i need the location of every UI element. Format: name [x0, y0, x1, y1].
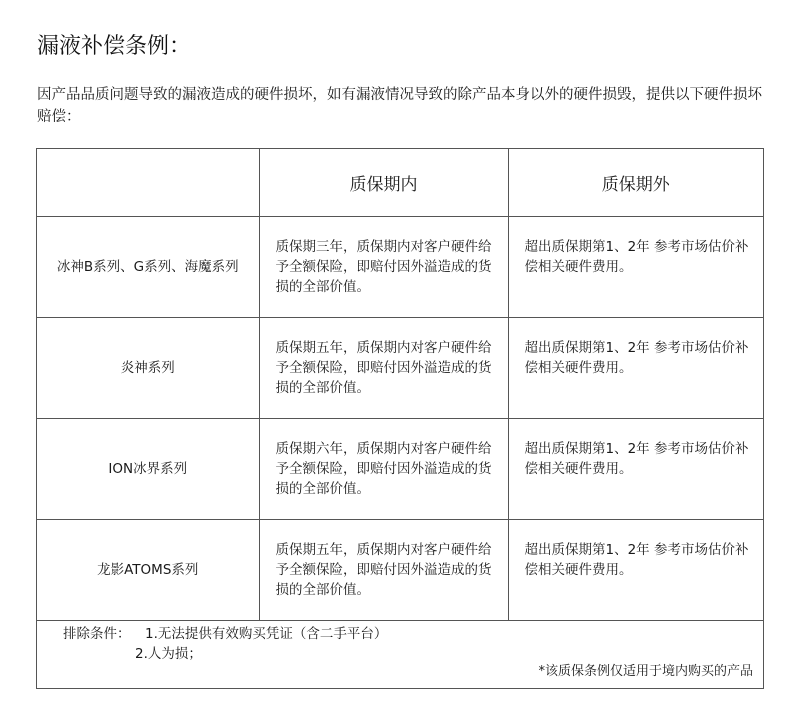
page-title: 漏液补偿条例：: [37, 34, 192, 59]
out-warranty-text: 超出质保期第1、2年 参考市场估价补偿相关硬件费用。: [524, 239, 749, 275]
in-warranty-text: 质保期五年，质保期内对客户硬件给予全额保险，即赔付因外溢造成的货损的全部价值。: [275, 340, 492, 396]
table-row: [37, 419, 763, 520]
table-row: [37, 318, 763, 419]
warranty-table-frame: [36, 148, 764, 689]
header-series: [37, 149, 259, 217]
out-warranty-text: 超出质保期第1、2年 参考市场估价补偿相关硬件费用。: [524, 542, 749, 578]
out-warranty-cell: [508, 217, 763, 318]
table-row: [37, 217, 763, 318]
warranty-table: [37, 149, 763, 621]
header-in-warranty: 质保期内: [259, 149, 508, 217]
out-warranty-text: 超出质保期第1、2年 参考市场估价补偿相关硬件费用。: [524, 340, 749, 376]
series-name: ION冰界系列: [37, 419, 259, 520]
in-warranty-cell: [259, 318, 508, 419]
out-warranty-cell: [508, 318, 763, 419]
exclusion-item: 2.人为损；: [135, 646, 202, 662]
in-warranty-text: 质保期五年，质保期内对客户硬件给予全额保险，即赔付因外溢造成的货损的全部价值。: [275, 542, 492, 598]
in-warranty-text: 质保期三年，质保期内对客户硬件给予全额保险，即赔付因外溢造成的货损的全部价值。: [275, 239, 492, 295]
exclusion-item: 1.无法提供有效购买凭证（含二手平台）: [145, 626, 388, 642]
out-warranty-cell: [508, 419, 763, 520]
exclusions-label: 排除条件：: [63, 626, 131, 642]
in-warranty-cell: [259, 217, 508, 318]
intro-paragraph: 因产品品质问题导致的漏液造成的硬件损坏，如有漏液情况导致的除产品本身以外的硬件损毁，提供以下硬件损坏赔偿：: [37, 87, 762, 125]
in-warranty-text: 质保期六年，质保期内对客户硬件给予全额保险，即赔付因外溢造成的货损的全部价值。: [275, 441, 492, 497]
series-name: 冰神B系列、G系列、海魔系列: [37, 217, 259, 318]
out-warranty-text: 超出质保期第1、2年 参考市场估价补偿相关硬件费用。: [524, 441, 749, 477]
footnote: *该质保条例仅适用于境内购买的产品: [538, 664, 753, 679]
header-out-warranty: 质保期外: [508, 149, 763, 217]
series-name: 龙影ATOMS系列: [37, 520, 259, 621]
series-name: 炎神系列: [37, 318, 259, 419]
in-warranty-cell: [259, 419, 508, 520]
table-footer: [37, 606, 763, 688]
table-header-row: [37, 149, 763, 217]
